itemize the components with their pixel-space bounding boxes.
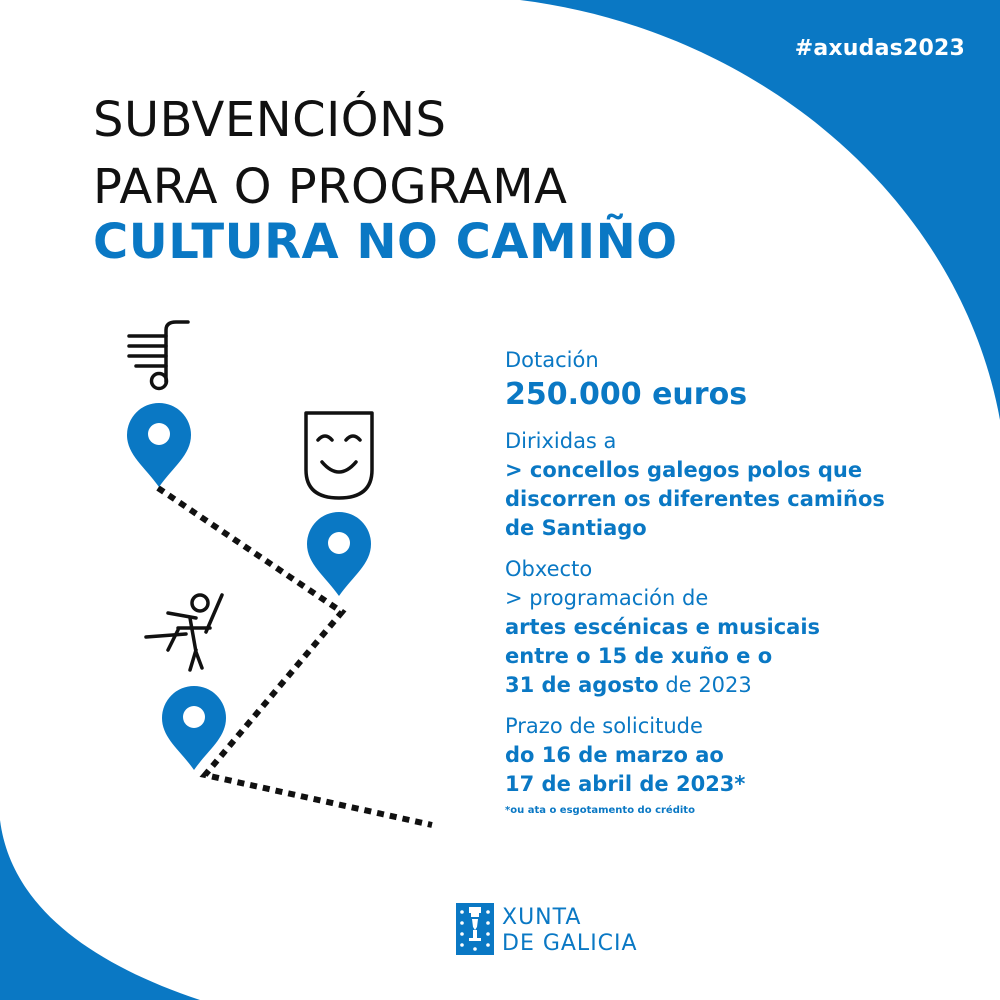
obxecto-year: de 2023 [658,673,752,697]
dirixidas-line-1: > concellos galegos polos que [505,458,863,482]
dotacion-label: Dotación [505,348,599,372]
title-highlight: CULTURA NO CAMIÑO [93,214,678,270]
prazo-label: Prazo de solicitude [505,714,703,738]
obxecto-line-4 [505,671,985,700]
logo-wordmark [502,905,638,957]
obxecto-date: 31 de agosto [505,673,659,697]
dirixidas-line-2: discorren os diferentes camiños [505,487,885,511]
obxecto-label: Obxecto [505,557,593,581]
logo-line-1: XUNTA [502,905,582,930]
dirixidas-line-3: de Santiago [505,516,647,540]
dirixidas-section [505,427,985,543]
xunta-logo [456,903,716,963]
prazo-section [505,712,985,819]
dotacion-amount: 250.000 euros [505,377,748,412]
obxecto-section [505,555,985,700]
prazo-line-2: 17 de abril de 2023* [505,772,746,796]
info-panel [505,346,985,819]
dotacion-section [505,346,985,415]
obxecto-line-2: artes escénicas e musicais [505,615,821,639]
xunta-coat-of-arms-icon [456,903,494,955]
prazo-line-1: do 16 de marzo ao [505,743,724,767]
obxecto-line-1: > programación de [505,586,709,610]
title-line-1: SUBVENCIÓNS [93,92,447,148]
logo-line-2: DE GALICIA [502,931,638,956]
obxecto-line-3: entre o 15 de xuño e o [505,644,773,668]
hashtag: #axudas2023 [794,36,965,61]
prazo-footnote: *ou ata o esgotamento do crédito [505,805,695,816]
dirixidas-label: Dirixidas a [505,429,617,453]
title-line-2: PARA O PROGRAMA [93,159,568,215]
